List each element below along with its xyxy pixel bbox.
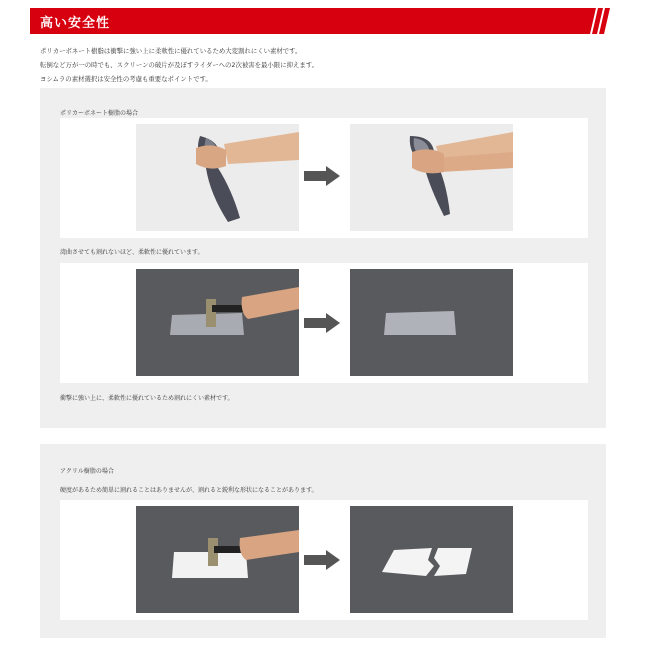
bend-photo-before bbox=[136, 124, 299, 231]
intro-line: 転倒など万が一の時でも、スクリーンの破片が及ぼすライダーへの2次被害を最小限に抑えます。 bbox=[40, 61, 319, 69]
bend-photo-after bbox=[350, 124, 513, 231]
bend-caption: 湾曲させても割れないほど、柔軟性に優れています。 bbox=[60, 249, 204, 256]
acrylic-row bbox=[60, 500, 588, 620]
intact-sheet-illustration bbox=[350, 269, 513, 376]
intro-text bbox=[40, 44, 610, 86]
intro-line: ヨシムラの素材選択は安全性の考慮も重要なポイントです。 bbox=[40, 75, 212, 83]
arrow-right-icon bbox=[304, 166, 340, 186]
shattered-sheet-illustration bbox=[350, 506, 513, 613]
polycarbonate-title: ポリカーボネート樹脂の場合 bbox=[60, 110, 138, 117]
hammer-acrylic-illustration bbox=[136, 506, 299, 613]
acrylic-photo-after bbox=[350, 506, 513, 613]
impact-photo-after bbox=[350, 269, 513, 376]
header-banner-shape bbox=[30, 8, 610, 34]
bend-after-illustration bbox=[350, 124, 513, 231]
polycarbonate-panel bbox=[40, 88, 606, 428]
intro-line: ポリカーボネート樹脂は衝撃に強い上に柔軟性に優れているため大変割れにくい素材です。 bbox=[40, 47, 302, 55]
bend-row bbox=[60, 118, 588, 238]
hammer-impact-illustration bbox=[136, 269, 299, 376]
acrylic-caption: 硬度があるため簡単に割れることはありませんが、割れると鋭利な形状になることがあります。 bbox=[60, 487, 318, 494]
acrylic-panel bbox=[40, 444, 606, 638]
section-header bbox=[30, 8, 610, 34]
impact-photo-before bbox=[136, 269, 299, 376]
acrylic-photo-before bbox=[136, 506, 299, 613]
impact-caption: 衝撃に強い上に、柔軟性に優れているため割れにくい素材です。 bbox=[60, 395, 234, 402]
section-title: 高い安全性 bbox=[40, 16, 111, 31]
arrow-right-icon bbox=[304, 313, 340, 333]
acrylic-title: アクリル樹脂の場合 bbox=[60, 468, 114, 475]
bend-before-illustration bbox=[136, 124, 299, 231]
arrow-right-icon bbox=[304, 550, 340, 570]
impact-row bbox=[60, 263, 588, 383]
